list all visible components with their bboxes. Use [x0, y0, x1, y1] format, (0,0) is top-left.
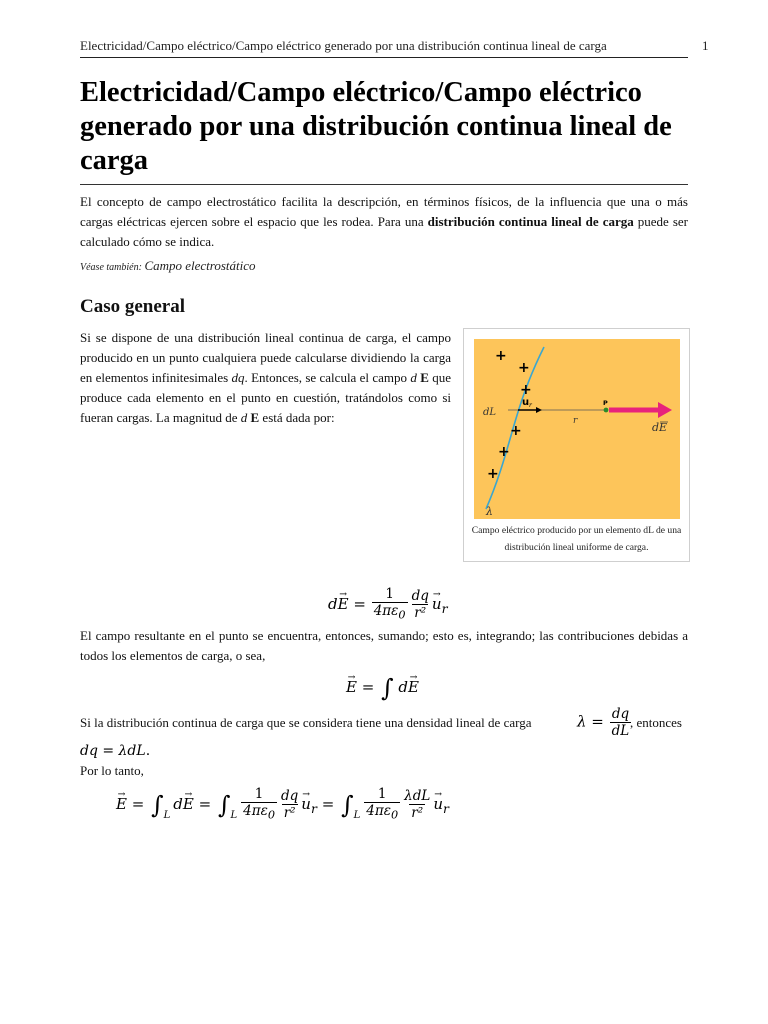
eq-lambda-dq: dq — [611, 706, 630, 722]
eq1-sub-r: r — [441, 600, 448, 616]
eq1-frac-dq-r2 — [410, 588, 431, 621]
eq2-E2: → E — [408, 678, 419, 696]
eq3-frac-coulomb-2 — [364, 786, 400, 824]
plus-charge-3: + — [520, 382, 532, 398]
eq2-equals: = — [361, 678, 375, 696]
see-also-label: Véase también: — [80, 262, 142, 273]
eq1-one: 1 — [385, 586, 394, 602]
para1-text-1: Si se dispone de una distribución lineal continua de carga, el campo producido en un punto cualquiera puede calcularse dividiendo la carga en elementos infinitesimales — [80, 330, 451, 385]
point-p-label: P — [603, 399, 608, 407]
running-header: Electricidad/Campo eléctrico/Campo eléctrico generado por una distribución continua lineal de carga — [80, 38, 607, 53]
plus-charge-5: + — [498, 444, 510, 460]
title-rule — [80, 184, 688, 185]
dE-label: dE — [652, 421, 668, 434]
eq3-r2-1: r² — [283, 805, 296, 822]
figure-background — [474, 339, 680, 519]
eq3-sub-r-1: r — [310, 800, 317, 816]
eq2-integral: ∫ — [381, 674, 394, 702]
unit-vector-label: u — [522, 397, 530, 408]
eq3-4pieps-1: 4πε — [243, 803, 268, 819]
intro-paragraph — [80, 192, 688, 252]
page-title: Electricidad/Campo eléctrico/Campo eléctrico generado por una distribución continua lineal de carga — [80, 77, 672, 176]
para1-d1: d — [410, 370, 417, 385]
dL-label: dL — [483, 407, 497, 418]
see-also-link[interactable]: Campo electrostático — [144, 258, 256, 273]
eq-dq-body: dq = λdL — [80, 743, 146, 759]
eq3-integral-3: ∫ — [341, 790, 354, 819]
eq3-L-3: L — [353, 809, 361, 821]
eq1-u: → u — [432, 595, 442, 613]
plus-charge-6: + — [487, 466, 499, 482]
para1-text-2: . Entonces, se calcula el campo — [244, 370, 411, 385]
header-rule — [80, 57, 688, 58]
eq1-r2: r² — [414, 605, 427, 622]
eq3-sub-r-2: r — [442, 800, 449, 816]
eq1-E: → E — [338, 595, 349, 613]
eq3-equals-1: = — [131, 794, 145, 813]
eq1-equals: = — [353, 594, 366, 613]
eq2-E: → E — [346, 678, 357, 696]
eq3-one-1: 1 — [254, 786, 264, 802]
eq3-L-2: L — [230, 809, 238, 821]
eq3-den-2 — [364, 802, 400, 824]
equation-E-final — [116, 786, 449, 824]
para1-text-3: que produce cada elemento en el punto en cuestión, tratándolos como si fueran cargas. La magnitud de — [80, 370, 451, 425]
para1-E1: E — [420, 370, 429, 385]
intro-text-after: puede ser calculado cómo se indica. — [80, 214, 688, 249]
therefore-paragraph: Por lo tanto, — [80, 763, 144, 778]
eq1-den — [372, 602, 408, 624]
intro-bold-term: distribución continua lineal de carga — [427, 214, 634, 229]
electric-field-diagram — [474, 339, 680, 519]
eq3-u: → u — [301, 795, 311, 813]
section-heading: Caso general — [80, 296, 186, 317]
point-p-marker — [604, 408, 609, 413]
sum-paragraph: El campo resultante en el punto se encuentra, entonces, sumando; esto es, integrando; las contribuciones debidas a todos los elementos de carga, o sea, — [80, 628, 688, 663]
page-number: 1 — [702, 38, 709, 53]
eq3-dq: dq — [281, 788, 299, 805]
eq3-4pieps-2: 4πε — [366, 803, 391, 819]
r-label: r — [573, 416, 578, 426]
para1-d2: d — [240, 410, 248, 425]
eq3-frac-coulomb-1 — [241, 786, 277, 824]
eq1-d: d — [328, 594, 338, 613]
eq3-lambda-dL: λdL — [404, 788, 431, 805]
eq3-E2: → E — [183, 795, 194, 813]
eq1-dq: dq — [411, 588, 429, 605]
eq3-frac-lambda-dL — [402, 788, 432, 821]
eq3-den-1 — [241, 802, 277, 824]
eq3-zero-1: 0 — [267, 808, 275, 822]
eq3-u2: → u — [433, 795, 443, 813]
density-paragraph: Si la distribución continua de carga que se considera tiene una densidad lineal de carga — [80, 715, 532, 730]
general-case-paragraph — [80, 328, 451, 428]
figure-caption: Campo eléctrico producido por un elemento dL de una distribución lineal uniforme de carga. — [471, 525, 682, 553]
see-also — [80, 258, 256, 274]
eq-dq-period: . — [145, 743, 151, 759]
para1-E2: E — [250, 410, 260, 425]
eq1-4pieps: 4πε — [373, 603, 399, 619]
eq3-r2-2: r² — [411, 805, 424, 822]
eq3-equals-2: = — [198, 794, 212, 813]
eq-lambda-dL: dL — [611, 723, 630, 739]
eq3-d: d — [173, 794, 183, 813]
eq3-one-2: 1 — [377, 786, 387, 802]
eq-lambda-frac — [610, 706, 632, 739]
para1-text-4: está dada por: — [259, 410, 335, 425]
eq3-E: → E — [116, 795, 127, 813]
eq3-integral-2: ∫ — [217, 790, 231, 819]
eq1-zero: 0 — [398, 608, 406, 622]
eq3-zero-2: 0 — [390, 808, 399, 822]
eq3-equals-3: = — [321, 794, 335, 813]
eq1-frac-coulomb — [372, 586, 408, 624]
eq3-integral-1: ∫ — [151, 790, 164, 819]
eq-lambda-equals: = — [591, 712, 604, 731]
eq-lambda-symbol: λ — [577, 712, 587, 731]
plus-charge-2: + — [518, 360, 530, 376]
eq2-d: d — [398, 678, 408, 696]
equation-lambda — [577, 706, 632, 739]
equation-dE — [328, 586, 448, 624]
eq3-L-1: L — [163, 809, 171, 821]
unit-vector-subscript: r — [529, 402, 532, 409]
eq3-frac-dq-r2 — [279, 788, 300, 821]
plus-charge-4: + — [510, 423, 522, 439]
lambda-label: λ — [486, 505, 493, 518]
density-paragraph-end: , entonces — [630, 715, 682, 730]
intro-text-before: El concepto de campo electrostático facilita la descripción, en términos físicos, de la influencia que una o más cargas eléctricas ejercen sobre el espacio que les rodea. Para una — [80, 194, 688, 229]
figure — [463, 328, 690, 562]
plus-charge-1: + — [495, 348, 507, 364]
para1-dq: dq — [231, 370, 245, 385]
equation-E-integral — [346, 674, 419, 702]
equation-dq — [80, 743, 150, 759]
